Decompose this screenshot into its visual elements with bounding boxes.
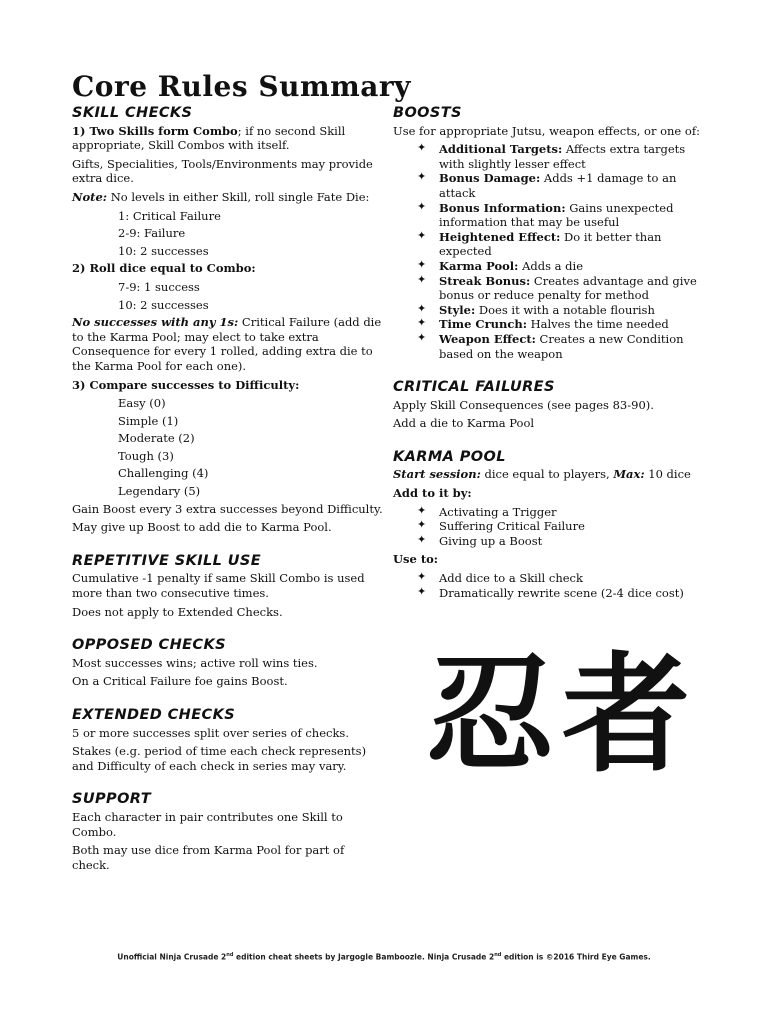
skill-checks-section <box>72 106 384 535</box>
opposed-p2: On a Critical Failure foe gains Boost. <box>72 674 288 689</box>
karma-pool-start: Start session: dice equal to players, Max: 10 dice <box>393 467 691 482</box>
list-item: ✦ Bonus Damage: Adds +1 damage to an attack <box>417 170 677 200</box>
footer-credits: Unofficial Ninja Crusade 2nd edition cheat sheets by Jargogle Bamboozle. Ninja Crusade 2nd edition is ©2016 Third Eye Games. <box>117 952 651 962</box>
section-heading-opposed-checks: OPPOSED CHECKS <box>72 637 226 654</box>
list-item: ✦ Time Crunch: Halves the time needed <box>417 316 669 332</box>
boosts-list <box>415 142 713 361</box>
list-item: ✦ Additional Targets: Affects extra targets with slightly lesser effect <box>417 141 686 171</box>
karma-pool-add-label: Add to it by: <box>393 486 472 501</box>
right-column <box>393 106 713 604</box>
skill-checks-p8: May give up Boost to add die to Karma Pool. <box>72 520 332 535</box>
list-item: ✦ Karma Pool: Adds a die <box>417 257 584 273</box>
list-item: ✦ Streak Bonus: Creates advantage and give bonus or reduce penalty for method <box>417 272 697 303</box>
support-section <box>72 792 384 872</box>
ninja-kanji-art: 忍者 <box>425 640 698 790</box>
extended-p2: Stakes (e.g. period of time each check represents) and Difficulty of each check in series may vary. <box>72 744 367 773</box>
note-text: No levels in either Skill, roll single Fate Die: <box>107 189 370 204</box>
list-item: ✦ Activating a Trigger <box>417 503 557 519</box>
opposed-p1: Most successes wins; active roll wins ties. <box>72 655 318 670</box>
fate-die-result: 10: 2 successes <box>118 243 209 258</box>
skill-checks-p7: Gain Boost every 3 extra successes beyond Difficulty. <box>72 501 383 516</box>
bullet-icon: ✦ <box>417 257 427 271</box>
bullet-icon: ✦ <box>417 330 427 344</box>
bullet-icon: ✦ <box>417 228 427 242</box>
skill-checks-p1-text: ; if no second Skill appropriate, Skill Combos with itself. <box>72 123 346 153</box>
section-heading-boosts: BOOSTS <box>393 105 462 121</box>
fate-die-result: 2-9: Failure <box>118 226 186 241</box>
bullet-icon: ✦ <box>417 170 427 184</box>
list-item: ✦ Add dice to a Skill check <box>417 570 583 586</box>
section-heading-extended-checks: EXTENDED CHECKS <box>72 707 236 723</box>
compare-label: 3) Compare successes to Difficulty: <box>72 377 300 392</box>
bullet-icon: ✦ <box>417 301 427 315</box>
page-title: Core Rules Summary <box>72 70 411 103</box>
skill-checks-p4 <box>72 261 384 276</box>
karma-add-list <box>415 505 713 549</box>
bullet-icon: ✦ <box>417 532 427 546</box>
bullet-icon: ✦ <box>417 518 427 532</box>
skill-checks-note <box>72 190 384 205</box>
skill-checks-p1-bold: 1) Two Skills form Combo <box>72 123 238 138</box>
bullet-icon: ✦ <box>417 141 427 155</box>
section-heading-critical-failures: CRITICAL FAILURES <box>393 379 555 396</box>
karma-pool-use-label: Use to: <box>393 552 439 567</box>
bullet-icon: ✦ <box>417 584 427 598</box>
boosts-section <box>393 106 713 361</box>
section-heading-karma-pool: KARMA POOL <box>393 448 506 465</box>
repetitive-p2: Does not apply to Extended Checks. <box>72 604 283 619</box>
bullet-icon: ✦ <box>417 503 427 517</box>
support-p1: Each character in pair contributes one Skill to Combo. <box>72 809 343 839</box>
difficulty-level: Challenging (4) <box>118 466 209 481</box>
difficulty-level: Tough (3) <box>118 448 174 463</box>
difficulty-level: Simple (1) <box>118 413 179 428</box>
difficulty-level: Easy (0) <box>118 396 166 411</box>
bullet-icon: ✦ <box>417 199 427 213</box>
karma-use-list <box>415 571 713 600</box>
support-p2: Both may use dice from Karma Pool for part of check. <box>72 843 345 872</box>
note-label: Note: <box>72 189 108 204</box>
extended-checks-section <box>72 708 384 773</box>
section-heading-repetitive-skill-use: REPETITIVE SKILL USE <box>72 552 262 569</box>
list-item: ✦ Style: Does it with a notable flourish <box>417 301 655 317</box>
boosts-intro: Use for appropriate Jutsu, weapon effects, or one of: <box>393 123 700 138</box>
skill-checks-p1 <box>72 124 384 153</box>
list-item: ✦ Heightened Effect: Do it better than expected <box>417 228 662 259</box>
section-heading-skill-checks: SKILL CHECKS <box>72 105 193 121</box>
difficulty-level: Moderate (2) <box>118 431 195 446</box>
bullet-icon: ✦ <box>417 316 427 330</box>
roll-dice-label: 2) Roll dice equal to Combo: <box>72 261 256 276</box>
repetitive-p1: Cumulative -1 penalty if same Skill Combo is used more than two consecutive times. <box>72 571 365 601</box>
bullet-icon: ✦ <box>417 570 427 584</box>
repetitive-skill-use-section <box>72 554 384 619</box>
left-column <box>72 106 384 876</box>
critical-failures-p2: Add a die to Karma Pool <box>393 416 535 431</box>
critical-failures-section <box>393 380 713 431</box>
list-item: ✦ Dramatically rewrite scene (2-4 dice cost) <box>417 584 684 600</box>
fate-die-result: 1: Critical Failure <box>118 208 221 223</box>
no-successes-label: No successes with any 1s: <box>72 315 239 330</box>
list-item: ✦ Giving up a Boost <box>417 532 543 548</box>
difficulty-level: Legendary (5) <box>118 484 201 499</box>
no-successes-text: Critical Failure (add die to the Karma Pool; may elect to take extra Consequence for every 1 rolled, adding extra die to the Karma Pool for each one). <box>72 315 382 373</box>
skill-checks-p2: Gifts, Specialities, Tools/Environments may provide extra dice. <box>72 156 373 186</box>
skill-checks-p6 <box>72 378 384 393</box>
opposed-checks-section <box>72 638 384 689</box>
list-item: ✦ Suffering Critical Failure <box>417 518 585 534</box>
roll-result: 7-9: 1 success <box>118 279 200 294</box>
section-heading-support: SUPPORT <box>72 791 152 808</box>
no-successes-rule <box>72 315 384 373</box>
list-item: ✦ Bonus Information: Gains unexpected information that may be useful <box>417 199 674 230</box>
roll-result: 10: 2 successes <box>118 297 209 312</box>
list-item: ✦ Weapon Effect: Creates a new Condition based on the weapon <box>417 330 684 361</box>
bullet-icon: ✦ <box>417 272 427 286</box>
extended-p1: 5 or more successes split over series of checks. <box>72 725 349 740</box>
karma-pool-section <box>393 450 713 600</box>
critical-failures-p1: Apply Skill Consequences (see pages 83-90). <box>393 397 654 412</box>
